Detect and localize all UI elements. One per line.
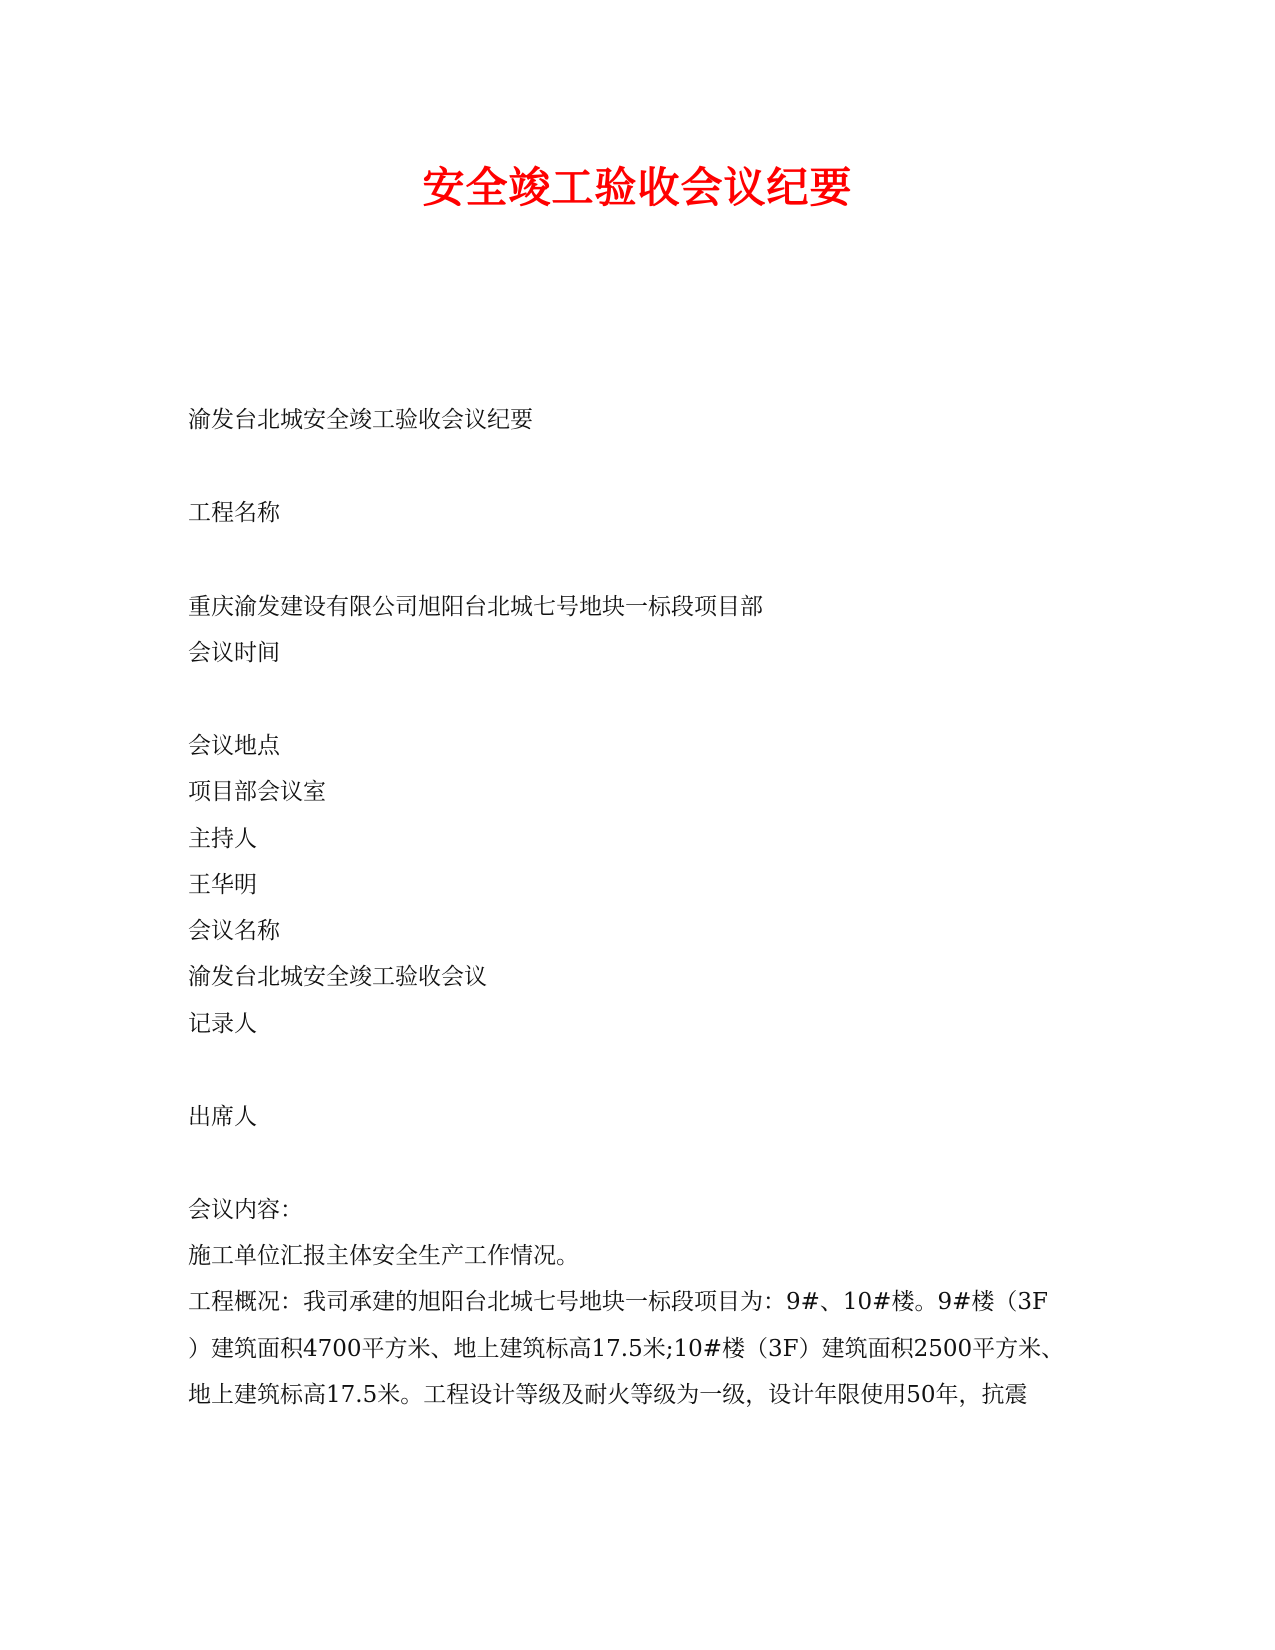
content-line-3: ）建筑面积4700平方米、地上建筑标高17.5米;10#楼（3F）建筑面积2500平方米、: [188, 1336, 1065, 1362]
content-line-2: 工程概况：我司承建的旭阳台北城七号地块一标段项目为：9#、10#楼。9#楼（3F: [188, 1289, 1048, 1315]
value-host: 王华明: [188, 872, 257, 898]
value-meeting-location: 项目部会议室: [188, 779, 326, 805]
label-attendees: 出席人: [188, 1104, 257, 1130]
content-line-1: 施工单位汇报主体安全生产工作情况。: [188, 1243, 579, 1269]
subtitle-line: 渝发台北城安全竣工验收会议纪要: [188, 407, 533, 433]
value-meeting-name: 渝发台北城安全竣工验收会议: [188, 964, 487, 990]
label-project-name: 工程名称: [188, 500, 280, 526]
value-project-name: 重庆渝发建设有限公司旭阳台北城七号地块一标段项目部: [188, 594, 763, 620]
label-meeting-time: 会议时间: [188, 640, 280, 666]
label-meeting-content: 会议内容：: [188, 1197, 303, 1223]
label-meeting-location: 会议地点: [188, 733, 280, 759]
label-host: 主持人: [188, 826, 257, 852]
label-meeting-name: 会议名称: [188, 918, 280, 944]
content-line-4: 地上建筑标高17.5米。工程设计等级及耐火等级为一级，设计年限使用50年，抗震: [188, 1382, 1028, 1408]
label-recorder: 记录人: [188, 1011, 257, 1037]
document-title: 安全竣工验收会议纪要: [422, 163, 853, 212]
